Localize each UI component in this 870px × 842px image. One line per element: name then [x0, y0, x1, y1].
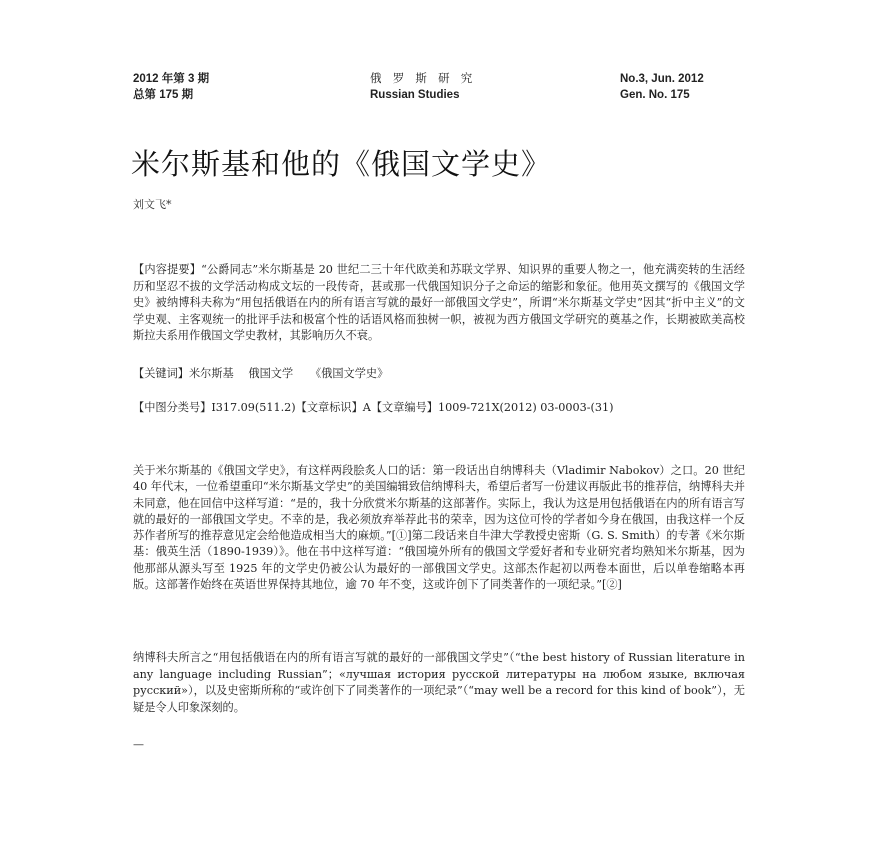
issue-number: 2012 年第 3 期	[133, 73, 210, 85]
classification-line: 【中图分类号】I317.09(511.2)【文章标识】A【文章编号】1009-721X(2012) 03-0003-(31)	[133, 401, 614, 414]
article-title: 米尔斯基和他的《俄国文学史》	[131, 147, 552, 181]
footnote-divider: —	[133, 738, 144, 751]
body-paragraph-1: 关于米尔斯基的《俄国文学史》，有这样两段脍炙人口的话：第一段话出自纳博科夫（Vladimir Nabokov）之口。20 世纪 40 年代末，一位希望重印“米尔斯基文学史”的美国编辑致信纳博科夫，希望后者写一份建议再版此书的推荐信，纳博科夫并未同意，他在回信中这样写道：“是的，我十分欣赏米尔斯基的这部著作。实际上，我认为这是用包括俄语在内的所有语言写就的最好的一部俄国文学史。不幸的是，我必须放弃举荐此书的荣幸，因为这位可怜的学者如今身在俄国，由我这样一个反苏作者所写的推荐意见定会给他造成相当大的麻烦。”[①]第二段话来自牛津大学教授史密斯（G. S. Smith）的专著《米尔斯基：俄英生活（1890-1939）》。他在书中这样写道：“俄国境外所有的俄国文学爱好者和专业研究者均熟知米尔斯基，因为他那部从源头写至 1925 年的文学史仍被公认为最好的一部俄国文学史。这部杰作起初以两卷本面世，后以单卷缩略本再版。这部著作始终在英语世界保持其地位，逾 70 年不变，这或许创下了同类著作的一项纪录。”[②]	[133, 464, 745, 592]
total-issue-number: 总第 175 期	[133, 89, 194, 101]
journal-issue-info	[133, 71, 209, 103]
body-paragraph-2: 纳博科夫所言之“用包括俄语在内的所有语言写就的最好的一部俄国文学史”（“the best history of Russian literature in any language including Russian”；«лучшая история русской литературы на любом языке, включая русский»），以及史密斯所称的“或许创下了同类著作的一项纪录”（“may well be a record for this kind of book”），无疑是令人印象深刻的。	[133, 651, 745, 714]
journal-issue-info-english	[620, 71, 704, 103]
issue-number-english: No.3, Jun. 2012	[620, 73, 704, 85]
author-name: 刘文飞*	[133, 198, 172, 211]
general-number-english: Gen. No. 175	[620, 89, 690, 101]
abstract-paragraph: 【内容提要】“公爵同志”米尔斯基是 20 世纪二三十年代欧美和苏联文学界、知识界的重要人物之一，他充满奕转的生活经历和坚忍不拔的文学活动构成文坛的一段传奇，甚或那一代俄国知识分子之命运的缩影和象征。他用英文撰写的《俄国文学史》被纳博科夫称为“用包括俄语在内的所有语言写就的最好一部俄国文学史”，所谓“米尔斯基文学史”因其“折中主义”的文学史观、主客观统一的批评手法和极富个性的话语风格而独树一帜，被视为西方俄国文学研究的奠基之作，长期被欧美高校斯拉夫系用作俄国文学史教材，其影响历久不衰。	[133, 263, 745, 343]
journal-name-english: Russian Studies	[370, 89, 460, 101]
journal-name-chinese: 俄 罗 斯 研 究	[370, 73, 477, 85]
keywords-line: 【关键词】米尔斯基 俄国文学 《俄国文学史》	[133, 367, 389, 380]
journal-name	[370, 71, 476, 103]
